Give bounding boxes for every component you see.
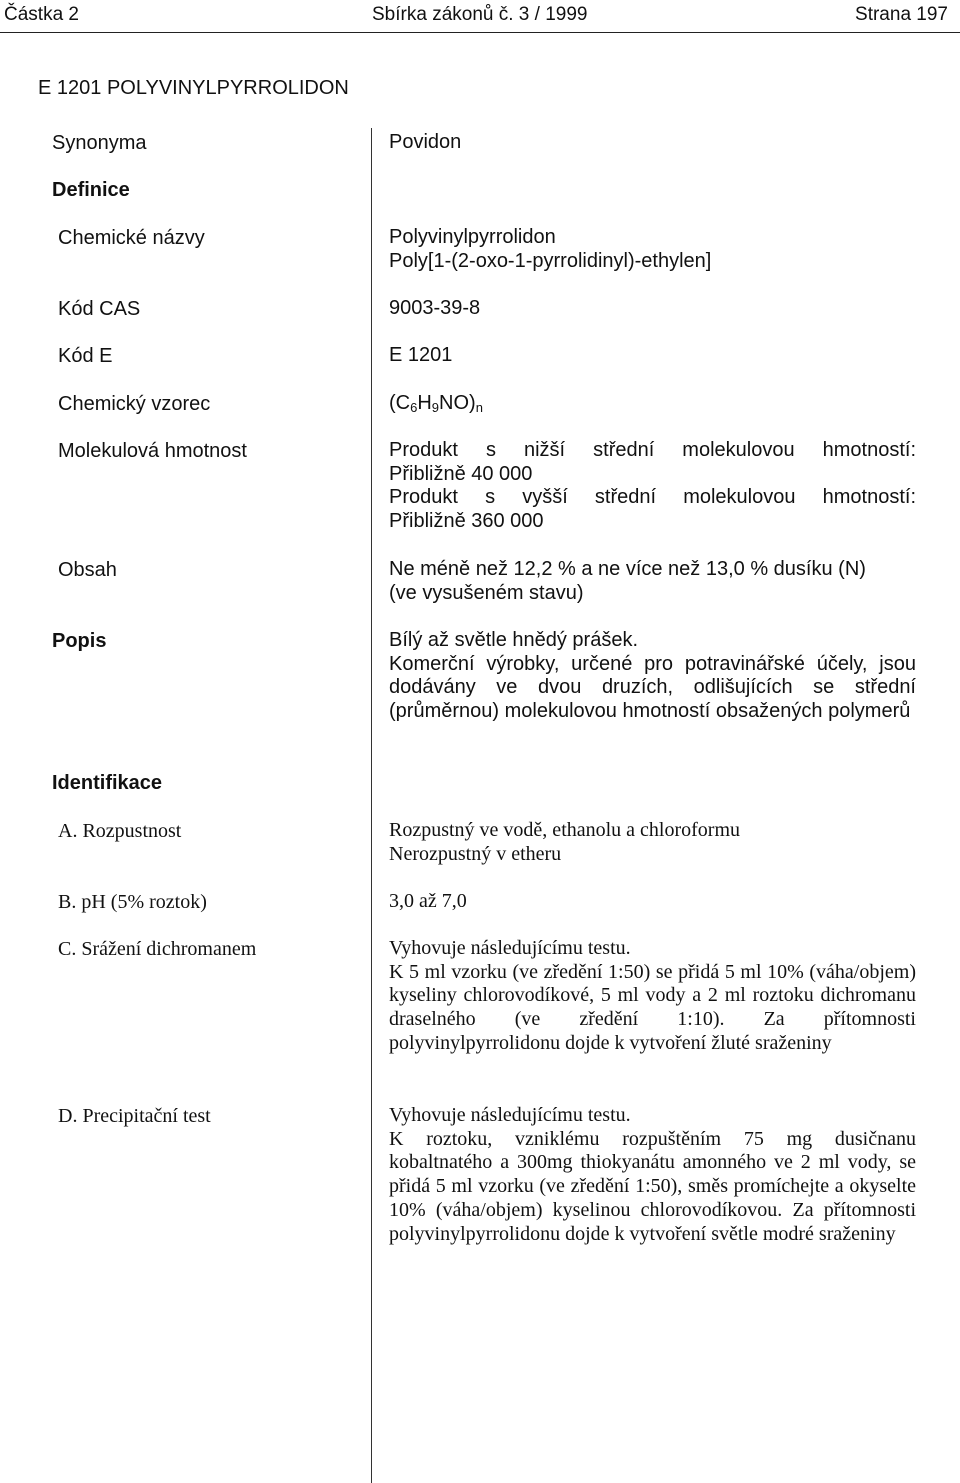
header-rule (0, 32, 960, 33)
value-popis: Bílý až světle hnědý prášek. Komerční výrobky, určené pro potravinářské účely, jsou dodávány ve dvou druzích, odlišujících se střední (průměrnou) molekulovou hmotností obsažených polymerů (389, 629, 916, 723)
label-srazeni-dichromanem: C. Srážení dichromanem (58, 938, 257, 960)
value-precipitacni-test: Vyhovuje následujícímu testu. K roztoku, vzniklému rozpuštěním 75 mg dusičnanu kobaltnatého a 300mg thiokyanátu amonného ve 2 ml vody, se přidá 5 ml vzorku (ve zředění 1:50), směs promíchejte a okyselte 10% (váha/objem) kyselinou chlorovodíkovou. Za přítomnosti polyvinylpyrrolidonu dojde k vytvoření světle modré sraženiny (389, 1104, 916, 1245)
value-synonyma: Povidon (389, 131, 462, 153)
label-precipitacni-test: D. Precipitační test (58, 1105, 211, 1127)
label-kod-cas: Kód CAS (58, 298, 141, 320)
document-title: E 1201 POLYVINYLPYRROLIDON (38, 77, 349, 99)
label-synonyma: Synonyma (52, 132, 147, 154)
label-kod-e: Kód E (58, 345, 113, 367)
value-molekulova-hmotnost: Produkt s nižší střední molekulovou hmotností: Přibližně 40 000 Produkt s vyšší střední molekulovou hmotností: Přibližně 360 000 (389, 439, 916, 533)
section-identifikace: Identifikace (52, 772, 163, 794)
value-rozpustnost: Rozpustný ve vodě, ethanolu a chloroformu Nerozpustný v etheru (389, 819, 741, 865)
value-chemicky-vzorec: $(C_6H_9NO)_n$ (389, 392, 483, 415)
label-molekulova-hmotnost: Molekulová hmotnost (58, 440, 247, 462)
section-definice: Definice (52, 179, 130, 201)
value-srazeni-dichromanem: Vyhovuje následujícímu testu. K 5 ml vzorku (ve zředění 1:50) se přidá 5 ml 10% (váha/objem) kyseliny chlorovodíkové, 5 ml vody a 2 ml roztoku dichromanu draselného (ve zředění 1:10). Za přítomnosti polyvinylpyrrolidonu dojde k vytvoření žluté sraženiny (389, 937, 916, 1054)
value-kod-e: E 1201 (389, 344, 453, 366)
label-chemicky-vzorec: Chemický vzorec (58, 393, 211, 415)
value-kod-cas: 9003-39-8 (389, 297, 481, 319)
label-rozpustnost: A. Rozpustnost (58, 820, 182, 842)
column-divider (371, 128, 372, 1483)
header-collection: Sbírka zákonů č. 3 / 1999 (372, 4, 588, 25)
header-part: Částka 2 (4, 4, 79, 25)
value-ph: 3,0 až 7,0 (389, 890, 467, 912)
label-obsah: Obsah (58, 559, 117, 581)
value-obsah: Ne méně než 12,2 % a ne více než 13,0 % dusíku (N) (ve vysušeném stavu) (389, 558, 866, 604)
label-ph: B. pH (5% roztok) (58, 891, 207, 913)
header-page-number: Strana 197 (855, 4, 948, 25)
value-chemicke-nazvy: Polyvinylpyrrolidon Poly[1-(2-oxo-1-pyrrolidinyl)-ethylen] (389, 226, 712, 272)
page-header (0, 0, 960, 34)
section-popis: Popis (52, 630, 107, 652)
label-chemicke-nazvy: Chemické názvy (58, 227, 205, 249)
